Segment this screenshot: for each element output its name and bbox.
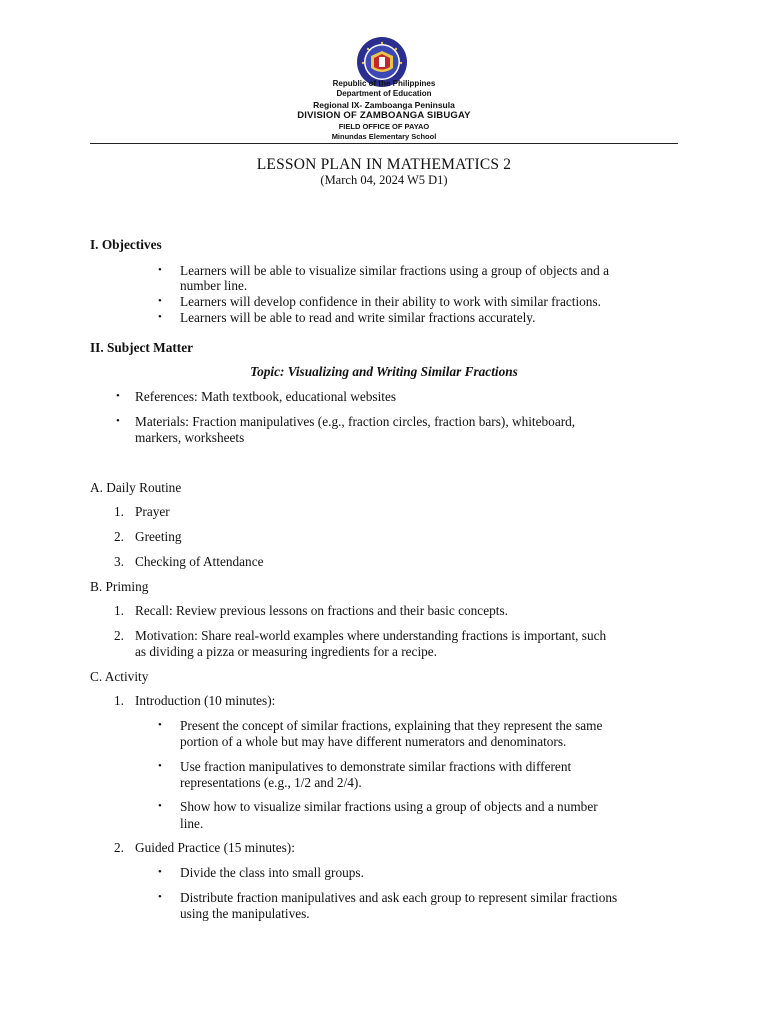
- list-number: 1.: [114, 693, 124, 708]
- activity-heading: C. Activity: [90, 669, 149, 684]
- header-division: DIVISION OF ZAMBOANGA SIBUGAY: [297, 110, 471, 121]
- activity-bullet-cont: portion of a whole but may have different numerators and denominators.: [180, 734, 567, 749]
- bullet-icon: •: [158, 719, 162, 731]
- activity-bullet-cont: using the manipulatives.: [180, 906, 310, 921]
- routine-item: Prayer: [135, 504, 170, 519]
- activity-bullet: Divide the class into small groups.: [180, 865, 364, 880]
- materials-item: Materials: Fraction manipulatives (e.g., fraction circles, fraction bars), whiteboard,: [135, 414, 576, 429]
- bullet-icon: •: [158, 800, 162, 812]
- bullet-icon: •: [158, 760, 162, 772]
- references-item: References: Math textbook, educational websites: [135, 389, 397, 404]
- header-republic: Republic of the Philippines: [332, 79, 436, 88]
- header-department: Department of Education: [336, 89, 432, 98]
- document-title: LESSON PLAN IN MATHEMATICS 2: [256, 156, 512, 173]
- bullet-icon: •: [158, 264, 162, 276]
- priming-item: Motivation: Share real-world examples where understanding fractions is important, such: [135, 628, 607, 643]
- list-number: 1.: [114, 504, 124, 519]
- header-region: Regional IX- Zamboanga Peninsula: [313, 100, 455, 110]
- objective-item: Learners will be able to visualize similar fractions using a group of objects and a: [180, 263, 610, 278]
- objective-item: Learners will be able to read and write similar fractions accurately.: [180, 310, 536, 325]
- subject-matter-heading: II. Subject Matter: [90, 340, 194, 355]
- bullet-icon: •: [116, 415, 120, 427]
- document-subtitle: (March 04, 2024 W5 D1): [320, 173, 448, 187]
- header-divider: [90, 143, 678, 144]
- bullet-icon: •: [158, 866, 162, 878]
- list-number: 2.: [114, 840, 124, 855]
- routine-item: Greeting: [135, 529, 182, 544]
- priming-heading: B. Priming: [90, 579, 149, 594]
- materials-item-cont: markers, worksheets: [135, 430, 245, 445]
- objective-item-cont: number line.: [180, 278, 248, 293]
- bullet-icon: •: [116, 390, 120, 402]
- activity-bullet: Present the concept of similar fractions, explaining that they represent the same: [180, 718, 603, 733]
- bullet-icon: •: [158, 891, 162, 903]
- objectives-heading: I. Objectives: [90, 237, 162, 252]
- list-number: 2.: [114, 628, 124, 643]
- list-number: 1.: [114, 603, 124, 618]
- header-field-office: FIELD OFFICE OF PAYAO: [338, 122, 430, 131]
- list-number: 3.: [114, 554, 124, 569]
- topic-line: Topic: Visualizing and Writing Similar Fractions: [250, 364, 518, 379]
- priming-item: Recall: Review previous lessons on fractions and their basic concepts.: [135, 603, 508, 618]
- activity-bullet: Show how to visualize similar fractions using a group of objects and a number: [180, 799, 598, 814]
- activity-step-label: Guided Practice (15 minutes):: [135, 840, 295, 855]
- activity-bullet: Use fraction manipulatives to demonstrate similar fractions with different: [180, 759, 572, 774]
- header-school: Minundas Elementary School: [331, 132, 437, 141]
- activity-bullet-cont: representations (e.g., 1/2 and 2/4).: [180, 775, 362, 790]
- activity-bullet: Distribute fraction manipulatives and ask each group to represent similar fractions: [180, 890, 618, 905]
- list-number: 2.: [114, 529, 124, 544]
- priming-item-cont: as dividing a pizza or measuring ingredients for a recipe.: [135, 644, 438, 659]
- bullet-icon: •: [158, 311, 162, 323]
- bullet-icon: •: [158, 295, 162, 307]
- objective-item: Learners will develop confidence in their ability to work with similar fractions.: [180, 294, 601, 309]
- routine-item: Checking of Attendance: [135, 554, 264, 569]
- activity-bullet-cont: line.: [180, 816, 204, 831]
- daily-routine-heading: A. Daily Routine: [90, 480, 182, 495]
- activity-step-label: Introduction (10 minutes):: [135, 693, 276, 708]
